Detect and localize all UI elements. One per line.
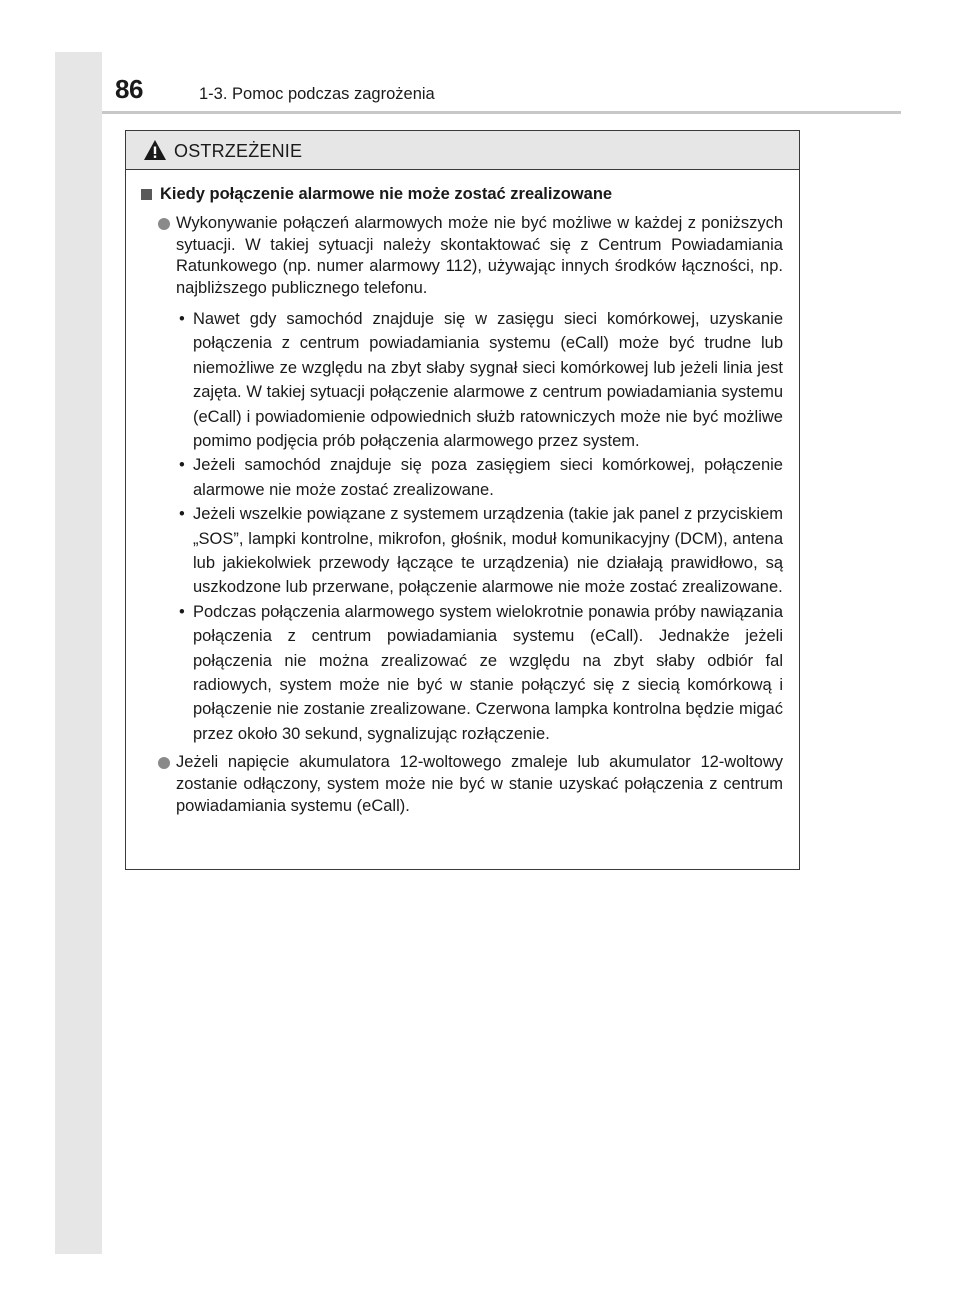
warning-box	[125, 130, 800, 870]
side-margin-bar	[55, 52, 102, 1254]
page-number: 86	[115, 74, 143, 104]
warning-point	[141, 213, 783, 300]
bullet-dot: •	[179, 456, 185, 475]
section-title: 1-3. Pomoc podczas zagrożenia	[199, 85, 435, 103]
circle-bullet-icon	[158, 757, 170, 769]
bullet-dot: •	[179, 505, 185, 524]
list-item	[179, 307, 783, 453]
warning-point-text: Jeżeli napięcie akumulatora 12-woltowego zmaleje lub akumulator 12-woltowy zostanie odłączony, system może nie być w stanie uzyskać połączenia z centrum powiadamiania systemu (eCall).	[176, 753, 783, 815]
warning-point-text: Wykonywanie połączeń alarmowych może nie być możliwe w każdej z poniższych sytuacji. W takiej sytuacji należy skontaktować się z Centrum Powiadamiania Ratunkowego (np. numer alarmowy 112), używając innych środków łączności, np. najbliższego publicznego telefonu.	[176, 213, 783, 298]
warning-heading-row	[141, 184, 783, 206]
list-item-text: Nawet gdy samochód znajduje się w zasięgu sieci komórkowej, uzyskanie połączenia z centrum powiadamiania systemu (eCall) może być trudne lub niemożliwe ze względu na zbyt słaby sygnał sieci komórkowej lub jeżeli linia jest zajęta. W takiej sytuacji połączenie alarmowe z centrum powiadamiania systemu (eCall) i powiadomienie odpowiednich służb ratowniczych może nie być możliwe pomimo podjęcia prób połączenia alarmowego przez system.	[193, 309, 783, 451]
circle-bullet-icon	[158, 218, 170, 230]
warning-body	[126, 170, 799, 818]
warning-header	[126, 131, 799, 170]
warning-bullet-list	[141, 307, 783, 746]
warning-triangle-icon	[143, 139, 167, 161]
header-divider	[102, 111, 901, 114]
list-item	[179, 502, 783, 600]
list-item-text: Jeżeli samochód znajduje się poza zasięgiem sieci komórkowej, połączenie alarmowe nie może zostać zrealizowane.	[193, 456, 783, 499]
list-item-text: Podczas połączenia alarmowego system wielokrotnie ponawia próby nawiązania połączenia z centrum powiadamiania systemu (eCall). Jednakże jeżeli połączenia nie można zrealizować ze względu na zbyt słaby odbiór fal radiowych, system może nie być w stanie połączyć się z siecią komórkową i połączenie nie zostanie zrealizowane. Czerwona lampka kontrolna będzie migać przez około 30 sekund, sygnalizując rozłączenie.	[193, 602, 783, 743]
list-item-text: Jeżeli wszelkie powiązane z systemem urządzenia (takie jak panel z przyciskiem „SOS”, lampki kontrolne, mikrofon, głośnik, moduł komunikacyjny (DCM), antena lub jakiekolwiek przewody łączące te urządzenia) nie działają prawidłowo, są uszkodzone lub przerwane, połączenie alarmowe nie może zostać zrealizowane.	[193, 505, 783, 597]
warning-heading: Kiedy połączenie alarmowe nie może zostać zrealizowane	[160, 185, 613, 203]
square-bullet-icon	[141, 189, 152, 200]
warning-title: OSTRZEŻENIE	[174, 141, 303, 161]
list-item	[179, 600, 783, 746]
bullet-dot: •	[179, 602, 185, 621]
list-item	[179, 453, 783, 502]
warning-point	[141, 752, 783, 817]
bullet-dot: •	[179, 309, 185, 328]
